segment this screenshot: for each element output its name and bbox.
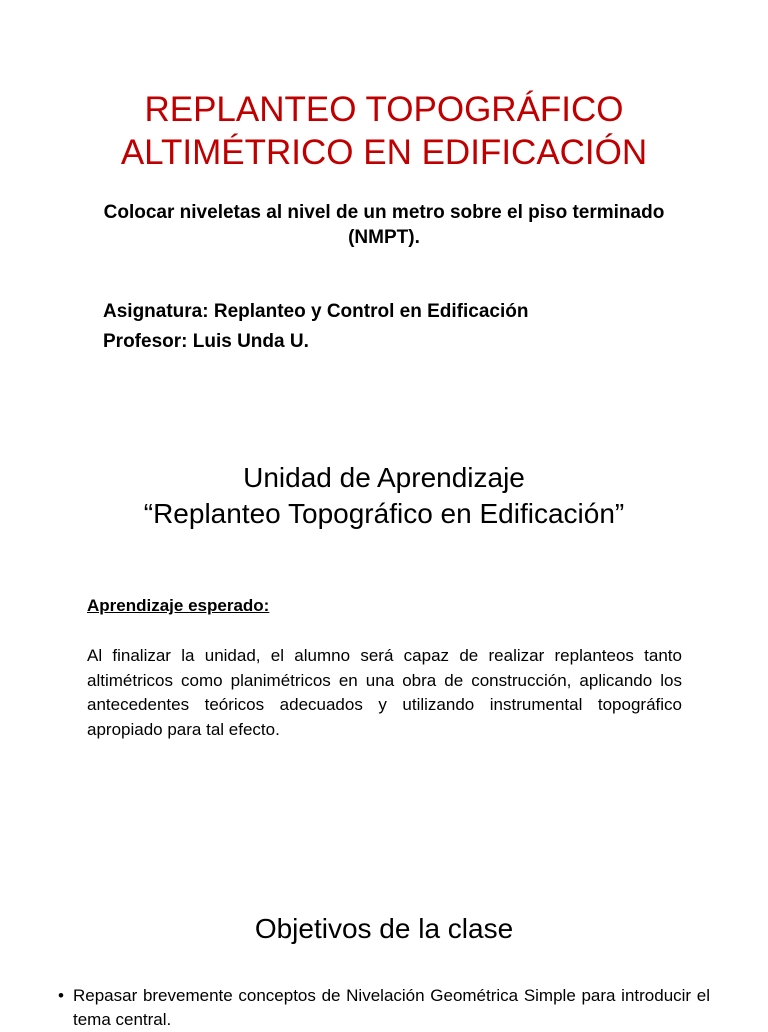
objectives-title: Objetivos de la clase [254,913,514,944]
document-title-line-2: ALTIMÉTRICO EN EDIFICACIÓN [120,133,648,172]
objective-item-text: Repasar brevemente conceptos de Nivelación Geométrica Simple para introducir el tema central. [73,986,710,1029]
document-title [0,88,768,174]
expected-learning-label: Aprendizaje esperado: [87,596,270,615]
objective-item [58,984,710,1032]
document-subtitle: Colocar niveletas al nivel de un metro sobre el piso terminado (NMPT). [103,202,665,248]
objectives-list [58,984,710,1032]
course-info [103,297,703,357]
bullet-icon: • [58,986,64,1005]
unit-heading-line-2: “Replanteo Topográfico en Edificación” [143,498,625,529]
expected-learning-text: Al finalizar la unidad, el alumno será capaz de realizar replanteos tanto altimétricos como planimétricos en una obra de construcción, aplicando los antecedentes teóricos adecuados y utilizando instrumental topográfico apropiado para tal efecto. [87,646,682,739]
document-title-line-1: REPLANTEO TOPOGRÁFICO [144,90,624,129]
unit-heading-line-1: Unidad de Aprendizaje [243,462,525,493]
unit-heading [0,460,768,532]
course-subject: Asignatura: Replanteo y Control en Edificación [103,301,529,322]
course-teacher: Profesor: Luis Unda U. [103,331,309,352]
